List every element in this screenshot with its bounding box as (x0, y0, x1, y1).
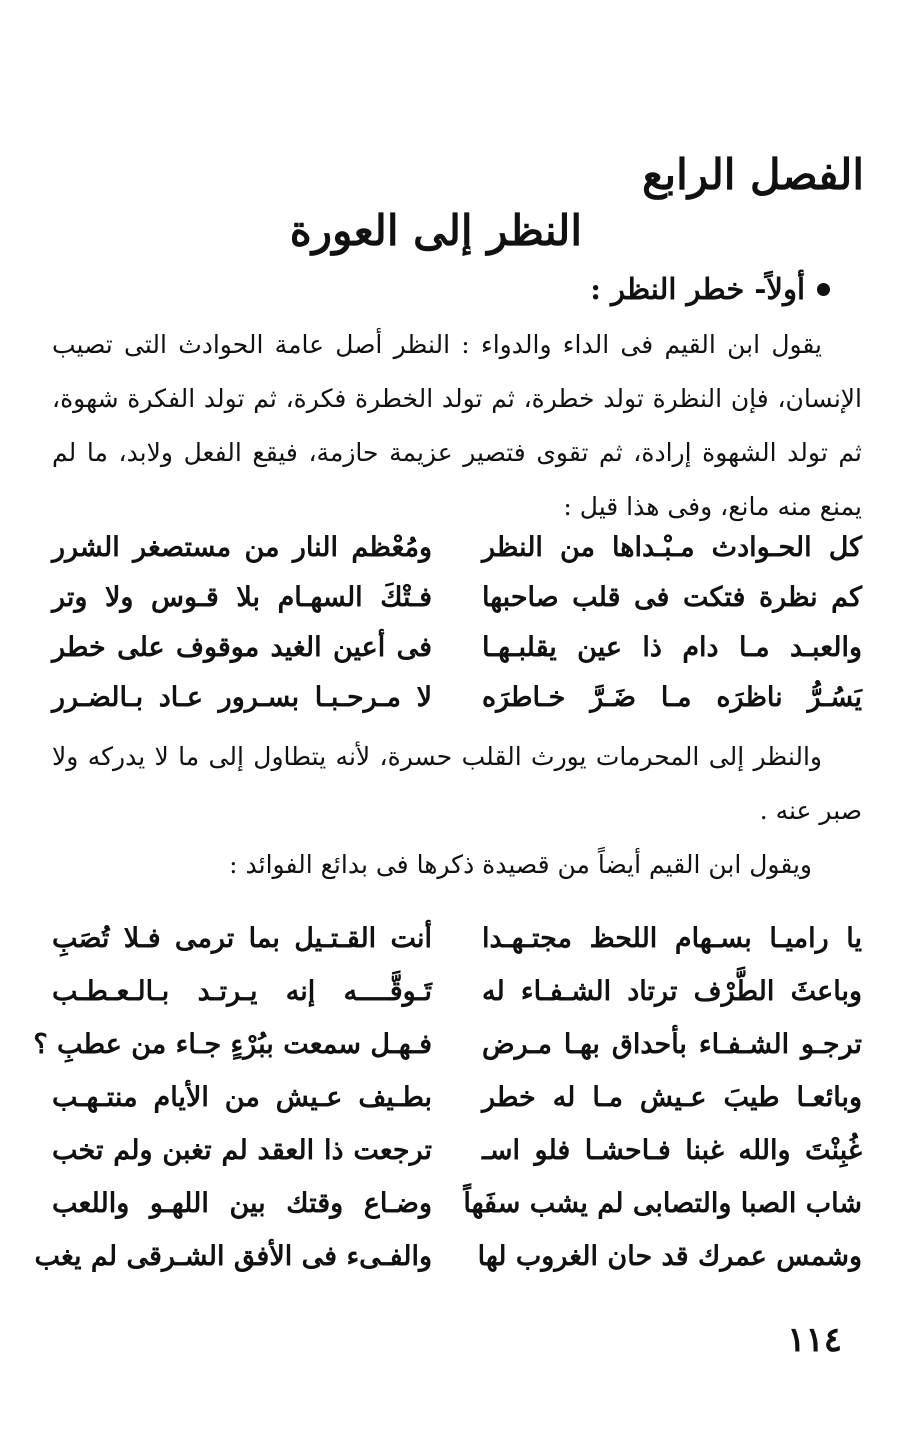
verse (52, 1177, 862, 1230)
chapter-title: الفصل الرابع (642, 150, 864, 199)
verse (52, 522, 862, 572)
verse-second-half: لا مـرحـبـا بسـرور عـاد بـالضـرر (52, 681, 432, 713)
verse-first-half: وشمس عمرك قد حان الغروب لها (477, 1241, 862, 1272)
verse-first-half: كل الحـوادث مـبْـداها من النظر (482, 531, 862, 563)
page-number: ١١٤ (787, 1320, 842, 1360)
chapter-subtitle: النظر إلى العورة (289, 206, 582, 255)
verse-second-half: وضـاع وقتك بين اللهـو واللعب (52, 1188, 432, 1219)
verse-first-half: وباعثَ الطَّرْف ترتاد الشـفـاء له (482, 976, 862, 1007)
section-heading-text: أولاً- خطر النظر : (590, 272, 805, 306)
verse-second-half: والفـىء فى الأفق الشـرقى لم يغب (34, 1241, 432, 1272)
verse-first-half: وبائعـا طيبَ عـيش مـا له خطر (482, 1082, 862, 1113)
verse (52, 572, 862, 622)
verse-second-half: فـهـل سمعت ببُرْءٍ جـاء من عطبِ ؟ (33, 1029, 432, 1060)
verse-second-half: تَـوقَّــــه إنه يـرتـد بـالـعـطـب (52, 976, 432, 1007)
verse (52, 672, 862, 722)
verse (52, 912, 862, 965)
paragraph-intro-text: يقول ابن القيم فى الداء والدواء : النظر أصل عامة الحوادث التى تصيب الإنسان، فإن النظرة تولد خطرة، ثم تولد الخطرة فكرة، ثم تولد الفكرة شهوة، ثم تولد الشهوة إرادة، ثم تقوى فتصير عزيمة حازمة، فيقع الفعل ولابد، ما لم يمنع منه مانع، وفى هذا قيل : (52, 330, 862, 521)
verse (52, 1071, 862, 1124)
verse-second-half: ومُعْظم النار من مستصغر الشرر (52, 531, 432, 563)
verse-second-half: ترجعت ذا العقد لم تغبن ولم تخب (52, 1135, 432, 1166)
verse-second-half: بطـيف عـيش من الأيام منتـهـب (52, 1082, 432, 1113)
poem-second (33, 912, 862, 1283)
verse-first-half: غُبِنْتَ والله غبنا فـاحشـا فلو اسـ (482, 1135, 862, 1166)
verse-second-half: فـتْكَ السهـام بلا قـوس ولا وتر (52, 581, 432, 613)
verse-first-half: يا راميـا بسـهام اللحظ مجتـهـدا (482, 923, 862, 954)
paragraph-consequence-text: والنظر إلى المحرمات يورث القلب حسرة، لأنه يتطاول إلى ما لا يدركه ولا صبر عنه . (52, 742, 862, 825)
paragraph-poem-intro: ويقول ابن القيم أيضاً من قصيدة ذكرها فى بدائع الفوائد : (229, 850, 812, 879)
section-heading (590, 272, 830, 306)
bullet-icon (817, 283, 830, 296)
verse-first-half: والعبـد مـا دام ذا عين يقلبـهـا (482, 631, 862, 663)
verse (34, 1230, 862, 1283)
poem-first (52, 522, 862, 722)
verse (52, 965, 862, 1018)
verse (52, 1124, 862, 1177)
verse-first-half: كم نظرة فتكت فى قلب صاحبها (482, 581, 862, 613)
paragraph-intro (52, 318, 862, 534)
paragraph-consequence (52, 730, 862, 838)
verse-first-half: شاب الصبا والتصابى لم يشب سفَهاً (463, 1188, 862, 1219)
verse-first-half: يَسُـرُّ ناظرَه مـا ضَـرَّ خـاطرَه (482, 681, 862, 713)
verse-second-half: أنت القـتـيل بما ترمى فـلا تُصَبِ (52, 923, 432, 954)
verse-first-half: ترجـو الشـفـاء بأحداق بهـا مـرض (482, 1029, 862, 1060)
verse (52, 622, 862, 672)
verse-second-half: فى أعين الغيد موقوف على خطر (52, 631, 432, 663)
verse (33, 1018, 862, 1071)
